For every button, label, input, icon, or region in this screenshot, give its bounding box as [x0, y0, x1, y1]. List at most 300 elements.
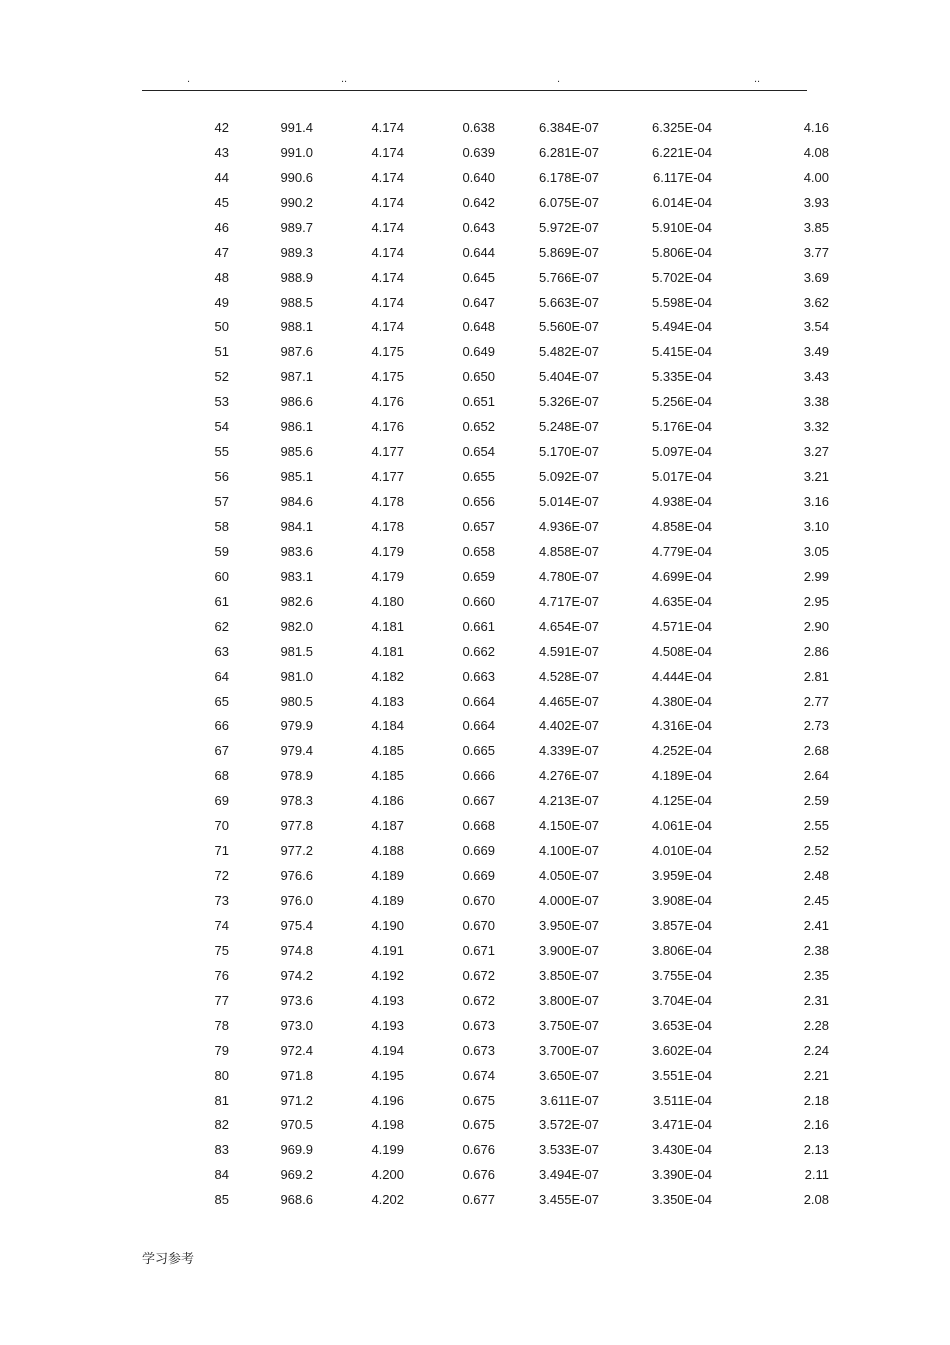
table-cell: 970.5	[280, 1117, 313, 1133]
table-cell: 4.174	[371, 119, 404, 135]
table-cell: 0.660	[462, 593, 495, 609]
table-cell: 4.936E-07	[539, 518, 599, 534]
table-cell: 5.335E-04	[652, 369, 712, 385]
table-spacer	[829, 988, 950, 1013]
table-spacer	[829, 788, 950, 813]
table-cell: 0.645	[462, 269, 495, 285]
table-cell: 82	[214, 1117, 229, 1133]
table-cell: 67	[214, 743, 229, 759]
table-cell: 3.700E-07	[539, 1042, 599, 1058]
table-spacer	[829, 115, 950, 140]
table-cell: 2.99	[803, 568, 829, 584]
table-row	[0, 664, 950, 689]
table-cell: 80	[214, 1067, 229, 1083]
table-cell: 983.1	[280, 568, 313, 584]
table-cell: 4.16	[803, 119, 829, 135]
table-spacer	[829, 639, 950, 664]
table-cell: 0.675	[462, 1117, 495, 1133]
table-cell: 48	[214, 269, 229, 285]
table-cell: 4.195	[371, 1067, 404, 1083]
table-cell: 3.54	[803, 319, 829, 335]
table-cell: 0.673	[462, 1017, 495, 1033]
table-cell: 0.651	[462, 394, 495, 410]
table-cell: 47	[214, 244, 229, 260]
table-spacer	[829, 414, 950, 439]
table-row	[0, 888, 950, 913]
table-cell: 4.175	[371, 369, 404, 385]
table-cell: 0.673	[462, 1042, 495, 1058]
table-cell: 982.0	[280, 618, 313, 634]
table-cell: 5.494E-04	[652, 319, 712, 335]
table-cell: 79	[214, 1042, 229, 1058]
table-cell: 4.178	[371, 518, 404, 534]
header-mark: .	[187, 73, 191, 85]
table-cell: 4.178	[371, 494, 404, 510]
table-cell: 5.176E-04	[652, 419, 712, 435]
table-cell: 2.31	[803, 992, 829, 1008]
table-row	[0, 115, 950, 140]
table-spacer	[829, 215, 950, 240]
table-cell: 4.176	[371, 394, 404, 410]
table-cell: 0.650	[462, 369, 495, 385]
table-cell: 3.511E-04	[652, 1092, 712, 1108]
table-cell: 4.177	[371, 469, 404, 485]
table-row	[0, 963, 950, 988]
table-cell: 4.858E-07	[539, 543, 599, 559]
table-cell: 3.10	[803, 518, 829, 534]
table-cell: 4.174	[371, 244, 404, 260]
table-cell: 0.662	[462, 643, 495, 659]
table-cell: 0.669	[462, 843, 495, 859]
table-cell: 84	[214, 1167, 229, 1183]
table-row	[0, 938, 950, 963]
table-cell: 3.471E-04	[652, 1117, 712, 1133]
table-cell: 0.657	[462, 518, 495, 534]
table-cell: 3.350E-04	[652, 1192, 712, 1208]
table-cell: 4.08	[803, 144, 829, 160]
table-row	[0, 539, 950, 564]
table-cell: 4.184	[371, 718, 404, 734]
table-row	[0, 1063, 950, 1088]
table-spacer	[829, 1063, 950, 1088]
table-spacer	[829, 888, 950, 913]
table-cell: 984.6	[280, 494, 313, 510]
table-cell: 2.95	[803, 593, 829, 609]
table-cell: 0.648	[462, 319, 495, 335]
table-row	[0, 738, 950, 763]
table-cell: 3.653E-04	[652, 1017, 712, 1033]
table-spacer	[829, 863, 950, 888]
data-table	[0, 115, 950, 1212]
table-cell: 0.649	[462, 344, 495, 360]
table-cell: 5.869E-07	[539, 244, 599, 260]
table-spacer	[829, 714, 950, 739]
table-spacer	[829, 464, 950, 489]
table-spacer	[829, 315, 950, 340]
table-cell: 0.669	[462, 868, 495, 884]
table-spacer	[829, 1162, 950, 1187]
table-cell: 5.702E-04	[652, 269, 712, 285]
table-row	[0, 414, 950, 439]
table-row	[0, 1137, 950, 1162]
table-cell: 4.175	[371, 344, 404, 360]
table-row	[0, 315, 950, 340]
table-cell: 76	[214, 967, 229, 983]
table-cell: 5.766E-07	[539, 269, 599, 285]
table-cell: 987.6	[280, 344, 313, 360]
table-cell: 5.170E-07	[539, 444, 599, 460]
table-cell: 43	[214, 144, 229, 160]
table-cell: 977.8	[280, 818, 313, 834]
table-cell: 3.806E-04	[652, 942, 712, 958]
table-cell: 971.2	[280, 1092, 313, 1108]
table-cell: 4.276E-07	[539, 768, 599, 784]
table-cell: 5.482E-07	[539, 344, 599, 360]
table-cell: 6.281E-07	[539, 144, 599, 160]
table-cell: 4.189	[371, 893, 404, 909]
table-cell: 0.640	[462, 169, 495, 185]
table-cell: 4.189E-04	[652, 768, 712, 784]
table-cell: 3.390E-04	[652, 1167, 712, 1183]
table-cell: 4.174	[371, 294, 404, 310]
table-cell: 989.7	[280, 219, 313, 235]
table-cell: 4.192	[371, 967, 404, 983]
header-mark: ..	[754, 73, 761, 85]
table-cell: 3.850E-07	[539, 967, 599, 983]
table-cell: 986.6	[280, 394, 313, 410]
table-cell: 46	[214, 219, 229, 235]
table-spacer	[829, 165, 950, 190]
table-cell: 988.9	[280, 269, 313, 285]
table-row	[0, 714, 950, 739]
table-cell: 4.179	[371, 543, 404, 559]
table-row	[0, 639, 950, 664]
table-cell: 3.43	[803, 369, 829, 385]
table-cell: 4.100E-07	[539, 843, 599, 859]
table-cell: 5.598E-04	[652, 294, 712, 310]
table-cell: 68	[214, 768, 229, 784]
table-cell: 2.86	[803, 643, 829, 659]
table-row	[0, 514, 950, 539]
table-spacer	[829, 1088, 950, 1113]
table-cell: 979.9	[280, 718, 313, 734]
table-spacer	[829, 763, 950, 788]
table-cell: 978.9	[280, 768, 313, 784]
table-cell: 2.73	[803, 718, 829, 734]
table-cell: 0.668	[462, 818, 495, 834]
table-row	[0, 339, 950, 364]
table-row	[0, 439, 950, 464]
table-cell: 4.176	[371, 419, 404, 435]
table-cell: 4.591E-07	[539, 643, 599, 659]
table-cell: 71	[214, 843, 229, 859]
table-cell: 968.6	[280, 1192, 313, 1208]
table-cell: 3.49	[803, 344, 829, 360]
table-cell: 6.221E-04	[652, 144, 712, 160]
table-cell: 4.193	[371, 1017, 404, 1033]
table-cell: 4.380E-04	[652, 693, 712, 709]
table-cell: 3.85	[803, 219, 829, 235]
table-cell: 6.178E-07	[539, 169, 599, 185]
table-cell: 4.508E-04	[652, 643, 712, 659]
table-cell: 0.639	[462, 144, 495, 160]
table-cell: 4.174	[371, 144, 404, 160]
table-cell: 4.571E-04	[652, 618, 712, 634]
table-cell: 69	[214, 793, 229, 809]
table-spacer	[829, 539, 950, 564]
table-row	[0, 364, 950, 389]
table-cell: 5.097E-04	[652, 444, 712, 460]
table-body	[0, 115, 950, 1212]
table-cell: 4.187	[371, 818, 404, 834]
table-cell: 4.199	[371, 1142, 404, 1158]
table-cell: 0.674	[462, 1067, 495, 1083]
table-cell: 5.017E-04	[652, 469, 712, 485]
table-cell: 2.59	[803, 793, 829, 809]
table-spacer	[829, 589, 950, 614]
table-cell: 0.670	[462, 917, 495, 933]
table-cell: 4.174	[371, 194, 404, 210]
table-row	[0, 389, 950, 414]
table-cell: 45	[214, 194, 229, 210]
table-cell: 975.4	[280, 917, 313, 933]
table-cell: 5.326E-07	[539, 394, 599, 410]
table-cell: 42	[214, 119, 229, 135]
table-cell: 3.800E-07	[539, 992, 599, 1008]
table-spacer	[829, 938, 950, 963]
table-cell: 971.8	[280, 1067, 313, 1083]
table-cell: 4.858E-04	[652, 518, 712, 534]
table-cell: 4.213E-07	[539, 793, 599, 809]
table-cell: 4.174	[371, 319, 404, 335]
table-cell: 977.2	[280, 843, 313, 859]
table-cell: 991.0	[280, 144, 313, 160]
table-cell: 0.672	[462, 992, 495, 1008]
table-spacer	[829, 489, 950, 514]
table-row	[0, 564, 950, 589]
table-cell: 986.1	[280, 419, 313, 435]
table-cell: 3.27	[803, 444, 829, 460]
table-cell: 2.08	[803, 1192, 829, 1208]
table-cell: 4.180	[371, 593, 404, 609]
table-cell: 972.4	[280, 1042, 313, 1058]
table-cell: 77	[214, 992, 229, 1008]
table-cell: 66	[214, 718, 229, 734]
table-cell: 5.248E-07	[539, 419, 599, 435]
table-cell: 4.528E-07	[539, 668, 599, 684]
table-row	[0, 614, 950, 639]
table-cell: 4.185	[371, 743, 404, 759]
table-cell: 60	[214, 568, 229, 584]
table-cell: 4.174	[371, 269, 404, 285]
table-row	[0, 1187, 950, 1212]
table-cell: 987.1	[280, 369, 313, 385]
table-cell: 4.125E-04	[652, 793, 712, 809]
table-cell: 2.21	[803, 1067, 829, 1083]
table-cell: 59	[214, 543, 229, 559]
table-cell: 4.189	[371, 868, 404, 884]
table-cell: 0.642	[462, 194, 495, 210]
table-cell: 973.6	[280, 992, 313, 1008]
table-cell: 976.6	[280, 868, 313, 884]
table-row	[0, 1013, 950, 1038]
table-cell: 990.2	[280, 194, 313, 210]
table-row	[0, 1162, 950, 1187]
table-cell: 3.494E-07	[539, 1167, 599, 1183]
table-cell: 2.81	[803, 668, 829, 684]
table-spacer	[829, 190, 950, 215]
table-cell: 4.198	[371, 1117, 404, 1133]
table-cell: 0.664	[462, 718, 495, 734]
header-mark: ..	[341, 73, 348, 85]
table-cell: 4.188	[371, 843, 404, 859]
table-cell: 0.647	[462, 294, 495, 310]
table-cell: 75	[214, 942, 229, 958]
table-cell: 4.181	[371, 618, 404, 634]
table-cell: 0.677	[462, 1192, 495, 1208]
table-cell: 4.465E-07	[539, 693, 599, 709]
table-row	[0, 464, 950, 489]
page-header	[0, 72, 950, 88]
table-cell: 4.183	[371, 693, 404, 709]
table-cell: 5.014E-07	[539, 494, 599, 510]
table-cell: 2.68	[803, 743, 829, 759]
table-spacer	[829, 689, 950, 714]
table-cell: 4.050E-07	[539, 868, 599, 884]
table-cell: 62	[214, 618, 229, 634]
table-cell: 0.670	[462, 893, 495, 909]
table-cell: 55	[214, 444, 229, 460]
table-cell: 4.193	[371, 992, 404, 1008]
table-row	[0, 1088, 950, 1113]
table-spacer	[829, 1113, 950, 1138]
table-cell: 0.661	[462, 618, 495, 634]
table-cell: 991.4	[280, 119, 313, 135]
table-cell: 4.444E-04	[652, 668, 712, 684]
table-cell: 0.658	[462, 543, 495, 559]
table-cell: 54	[214, 419, 229, 435]
table-cell: 4.181	[371, 643, 404, 659]
table-cell: 3.430E-04	[652, 1142, 712, 1158]
table-row	[0, 240, 950, 265]
table-cell: 4.402E-07	[539, 718, 599, 734]
table-cell: 83	[214, 1142, 229, 1158]
table-spacer	[829, 140, 950, 165]
table-cell: 988.1	[280, 319, 313, 335]
table-cell: 0.656	[462, 494, 495, 510]
table-cell: 4.699E-04	[652, 568, 712, 584]
table-cell: 3.62	[803, 294, 829, 310]
table-cell: 2.52	[803, 843, 829, 859]
table-cell: 4.252E-04	[652, 743, 712, 759]
table-cell: 5.092E-07	[539, 469, 599, 485]
table-cell: 52	[214, 369, 229, 385]
table-cell: 2.45	[803, 893, 829, 909]
table-cell: 4.179	[371, 568, 404, 584]
table-cell: 990.6	[280, 169, 313, 185]
table-cell: 0.665	[462, 743, 495, 759]
table-spacer	[829, 290, 950, 315]
table-row	[0, 165, 950, 190]
table-cell: 3.602E-04	[652, 1042, 712, 1058]
table-cell: 3.572E-07	[539, 1117, 599, 1133]
table-cell: 4.177	[371, 444, 404, 460]
table-cell: 3.05	[803, 543, 829, 559]
table-spacer	[829, 389, 950, 414]
table-cell: 2.13	[803, 1142, 829, 1158]
table-cell: 81	[214, 1092, 229, 1108]
table-cell: 6.075E-07	[539, 194, 599, 210]
table-cell: 976.0	[280, 893, 313, 909]
table-cell: 974.2	[280, 967, 313, 983]
table-cell: 5.663E-07	[539, 294, 599, 310]
table-cell: 64	[214, 668, 229, 684]
table-spacer	[829, 664, 950, 689]
table-spacer	[829, 514, 950, 539]
table-cell: 4.717E-07	[539, 593, 599, 609]
table-cell: 4.182	[371, 668, 404, 684]
table-row	[0, 290, 950, 315]
table-cell: 4.00	[803, 169, 829, 185]
table-cell: 3.755E-04	[652, 967, 712, 983]
table-cell: 4.779E-04	[652, 543, 712, 559]
table-cell: 50	[214, 319, 229, 335]
table-row	[0, 215, 950, 240]
table-cell: 0.666	[462, 768, 495, 784]
table-spacer	[829, 614, 950, 639]
table-row	[0, 489, 950, 514]
table-cell: 4.150E-07	[539, 818, 599, 834]
table-cell: 74	[214, 917, 229, 933]
table-cell: 3.857E-04	[652, 917, 712, 933]
table-cell: 72	[214, 868, 229, 884]
table-cell: 2.11	[804, 1167, 829, 1183]
table-spacer	[829, 1013, 950, 1038]
table-cell: 3.455E-07	[539, 1192, 599, 1208]
table-cell: 982.6	[280, 593, 313, 609]
table-cell: 3.16	[803, 494, 829, 510]
table-cell: 5.560E-07	[539, 319, 599, 335]
table-cell: 2.16	[803, 1117, 829, 1133]
table-cell: 65	[214, 693, 229, 709]
table-cell: 61	[214, 593, 229, 609]
table-spacer	[829, 838, 950, 863]
table-cell: 969.9	[280, 1142, 313, 1158]
table-cell: 0.643	[462, 219, 495, 235]
table-row	[0, 988, 950, 1013]
table-cell: 2.48	[803, 868, 829, 884]
table-spacer	[829, 564, 950, 589]
table-row	[0, 813, 950, 838]
table-cell: 2.90	[803, 618, 829, 634]
table-cell: 5.404E-07	[539, 369, 599, 385]
table-cell: 2.64	[803, 768, 829, 784]
table-row	[0, 589, 950, 614]
table-cell: 3.69	[803, 269, 829, 285]
table-cell: 6.014E-04	[652, 194, 712, 210]
table-cell: 3.750E-07	[539, 1017, 599, 1033]
table-cell: 3.93	[803, 194, 829, 210]
table-cell: 3.704E-04	[652, 992, 712, 1008]
table-cell: 3.908E-04	[652, 893, 712, 909]
table-cell: 4.000E-07	[539, 893, 599, 909]
table-cell: 3.611E-07	[539, 1092, 599, 1108]
header-mark: .	[557, 73, 561, 85]
table-cell: 2.28	[803, 1017, 829, 1033]
table-cell: 56	[214, 469, 229, 485]
table-cell: 5.256E-04	[652, 394, 712, 410]
table-cell: 78	[214, 1017, 229, 1033]
